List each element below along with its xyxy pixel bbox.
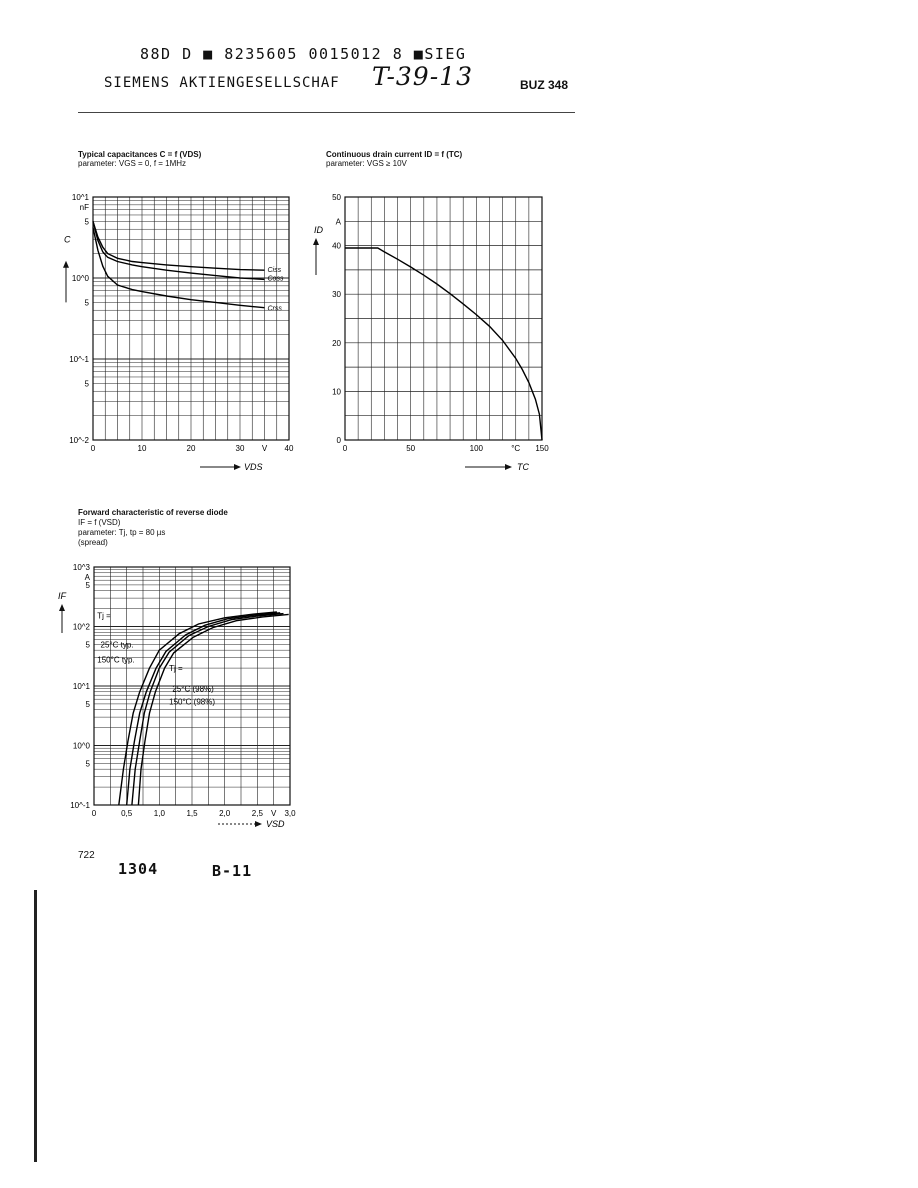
handwritten-code: T-39-13 (372, 62, 473, 91)
y-unit-label: nF (79, 203, 89, 212)
y-tick-label: 10 (332, 387, 341, 397)
x-axis-label: VSD (266, 819, 285, 829)
x-tick-label: 2,0 (219, 809, 231, 818)
series-line-1 (345, 248, 542, 440)
y-tick-label: 50 (332, 193, 341, 202)
curve-annotation: Tj = (97, 611, 111, 621)
y-tick-label: 5 (85, 580, 90, 590)
series-label: Coss (267, 275, 284, 283)
y-axis-arrowhead (313, 238, 319, 245)
y-tick-label: 5 (84, 217, 89, 227)
page-number: 722 (78, 850, 95, 861)
x-tick-label: 30 (235, 444, 245, 453)
y-tick-label: 40 (332, 241, 341, 251)
chart3-note: (spread) (78, 538, 108, 547)
x-tick-label: 100 (469, 444, 484, 453)
drain-current-chart (300, 185, 570, 485)
x-axis-arrowhead (505, 464, 512, 470)
y-tick-label: 5 (85, 759, 90, 769)
x-axis-label: VDS (244, 462, 263, 472)
footer-code-2: B-11 (212, 862, 253, 880)
chart2-subtitle: parameter: VGS ≥ 10V (326, 159, 407, 168)
y-tick-label: 10^3 (72, 563, 90, 572)
x-tick-label: 0 (342, 444, 348, 453)
x-tick-label: 1,0 (153, 809, 165, 818)
curve-annotation: 25°C (98%) (172, 684, 214, 694)
x-tick-label: 1,5 (186, 809, 198, 818)
y-tick-label: 20 (332, 338, 341, 348)
y-tick-label: 5 (84, 298, 89, 308)
curve-annotation: 25°C typ. (100, 640, 134, 650)
chart3-title: Forward characteristic of reverse diode (78, 508, 228, 517)
x-axis-label: TC (517, 462, 529, 472)
y-tick-label: 10^-2 (69, 436, 89, 445)
x-tick-label: 150 (535, 444, 549, 453)
y-axis-arrowhead (59, 604, 65, 611)
chart3-parameter: parameter: Tj, tp = 80 µs (78, 528, 166, 537)
x-tick-label: 2,5 (251, 809, 263, 818)
series-label: Crss (267, 305, 282, 313)
x-tick-label: 0 (90, 444, 96, 453)
y-axis-label: IF (58, 591, 66, 601)
y-tick-label: 30 (332, 290, 341, 300)
x-tick-label: V (270, 809, 277, 818)
y-tick-label: 10^-1 (70, 801, 90, 810)
series-line-3 (132, 614, 284, 805)
x-tick-label: °C (511, 444, 521, 453)
y-axis-arrowhead (63, 261, 69, 268)
x-tick-label: 20 (186, 444, 196, 453)
x-axis-arrowhead (234, 464, 241, 470)
capacitance-chart (50, 185, 310, 485)
header-rule (78, 112, 575, 113)
y-axis-label: ID (314, 225, 323, 235)
y-tick-label: 10^-1 (69, 355, 89, 364)
series-line-1 (119, 612, 277, 805)
x-tick-label: 3,0 (284, 809, 296, 818)
x-tick-label: 40 (284, 444, 294, 453)
x-axis-arrowhead (255, 821, 262, 827)
y-tick-label: 5 (85, 640, 90, 650)
x-unit-label: V (261, 444, 268, 453)
chart3-subtitle: IF = f (VSD) (78, 518, 121, 527)
header-line-1: 88D D ■ 8235605 0015012 8 ■SIEG (140, 45, 467, 63)
chart1-title: Typical capacitances C = f (VDS) (78, 150, 202, 159)
y-tick-label: A (84, 573, 90, 582)
header-company: SIEMENS AKTIENGESELLSCHAF (104, 75, 340, 91)
x-tick-label: 10 (137, 444, 147, 453)
part-number: BUZ 348 (520, 78, 569, 92)
footer-code-1: 1304 (118, 860, 159, 878)
y-tick-label: 5 (84, 379, 89, 389)
scan-edge-bar (34, 890, 37, 1162)
curve-annotation: Tj = (169, 663, 183, 673)
chart1-subtitle: parameter: VGS = 0, f = 1MHz (78, 159, 187, 168)
x-tick-label: 0 (91, 809, 97, 818)
y-tick-label: 5 (85, 699, 90, 709)
y-tick-label: 0 (336, 436, 341, 445)
y-tick-label: 10^1 (72, 682, 90, 691)
x-tick-label: 50 (406, 444, 416, 453)
curve-annotation: 150°C (98%) (169, 697, 216, 707)
x-tick-label: 0,5 (121, 809, 133, 818)
y-tick-label: 10^2 (72, 622, 90, 632)
curve-annotation: 150°C typ. (97, 655, 135, 665)
y-tick-label: A (335, 217, 341, 227)
series-label: Ciss (267, 266, 282, 274)
y-tick-label: 10^1 (71, 193, 89, 202)
diode-forward-chart (50, 555, 320, 855)
y-axis-label: C (64, 234, 71, 245)
y-tick-label: 10^0 (72, 741, 90, 751)
chart2-title: Continuous drain current ID = f (TC) (326, 150, 463, 159)
y-tick-label: 10^0 (71, 274, 89, 283)
